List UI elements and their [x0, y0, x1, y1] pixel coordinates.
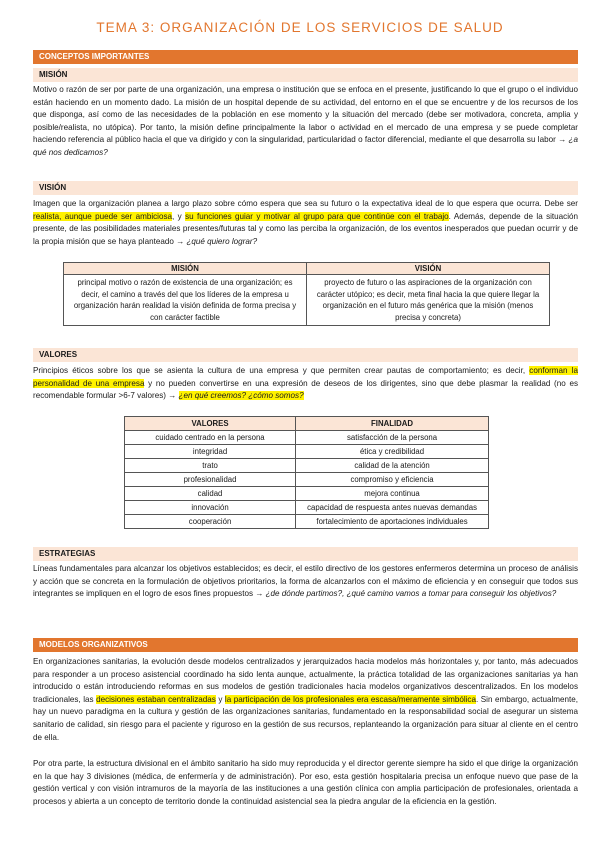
vision-question: ¿qué quiero lograr?	[186, 236, 258, 246]
modelos-paragraph-1	[33, 656, 578, 744]
section-header-conceptos: CONCEPTOS IMPORTANTES	[33, 50, 578, 64]
valor-cell: profesionalidad	[125, 473, 296, 487]
modelos-highlight-b: la participación de los profesionales era escasa/meramente simbólica	[224, 694, 476, 704]
table-cell-mision: principal motivo o razón de existencia de una organización; es decir, el camino a través del que los líderes de la empresa u organización harán realidad la visión definida de forma precisa y con carácter factible	[64, 275, 307, 326]
table-cell-vision: proyecto de futuro o las aspiraciones de la organización con carácter utópico; es decir, meta final hacia la que quiere llegar la organización en el futuro más genérica que la misión (menos precisa y concreta)	[307, 275, 550, 326]
valor-cell: cooperación	[125, 515, 296, 529]
finalidad-cell: satisfacción de la persona	[296, 431, 489, 445]
table-row	[125, 487, 489, 501]
valores-table	[124, 416, 489, 529]
modelos-highlight-a: decisiones estaban centralizadas	[96, 694, 216, 704]
mision-paragraph	[33, 84, 578, 160]
vision-paragraph	[33, 198, 578, 248]
subsection-header-vision: VISIÓN	[33, 181, 578, 195]
table-row	[125, 445, 489, 459]
finalidad-cell: calidad de la atención	[296, 459, 489, 473]
finalidad-cell: ética y credibilidad	[296, 445, 489, 459]
valores-table-header-finalidad: FINALIDAD	[296, 417, 489, 431]
subsection-header-valores: VALORES	[33, 348, 578, 362]
valores-paragraph	[33, 365, 578, 403]
estrategias-text: Líneas fundamentales para alcanzar los objetivos establecidos; es decir, el estilo directivo de los gestores enfermeros determina un proceso de análisis y acción que se concreta en la formulación de objetivos prioritarios, la forma de alcanzarlos con el máximo de eficiencia y en conseguir que todos sus integrantes se impliquen en el logro de esos fines propuestos →	[33, 564, 578, 599]
valor-cell: calidad	[125, 487, 296, 501]
table-header-vision: VISIÓN	[307, 263, 550, 275]
vision-highlight-a: realista, aunque puede ser ambiciosa	[33, 211, 173, 221]
valores-highlight: conforman la personalidad de una empresa	[33, 366, 578, 388]
valores-question: ¿en qué creemos? ¿cómo somos?	[178, 391, 304, 401]
valor-cell: cuidado centrado en la persona	[125, 431, 296, 445]
subsection-header-mision: MISIÓN	[33, 68, 578, 82]
table-row	[125, 431, 489, 445]
valores-table-header-valores: VALORES	[125, 417, 296, 431]
table-row	[125, 473, 489, 487]
section-header-modelos: MODELOS ORGANIZATIVOS	[33, 638, 578, 652]
vision-text-a: Imagen que la organización planea a largo plazo sobre cómo espera que sea su futuro o la expectativa ideal de lo que espera que ocurra. Debe ser	[33, 199, 578, 208]
vision-highlight-b: su funciones guiar y motivar al grupo para que continúe con el trabajo	[185, 211, 449, 221]
estrategias-paragraph	[33, 563, 578, 601]
finalidad-cell: compromiso y eficiencia	[296, 473, 489, 487]
estrategias-question: ¿de dónde partimos?, ¿qué camino vamos a tomar para conseguir los objetivos?	[265, 589, 557, 599]
modelos-paragraph-2: Por otra parte, la estructura divisional en el ámbito sanitario ha sido muy reproducida y el director gerente siempre ha sido el que dirige la organización en la que hay 3 divisiones (médica, de enfermería y de administración). Por eso, esta gestión hospitalaria precisa un enfoque nuevo que pase de la gestión vertical y con visión intramuros de la mayoría de las instituciones a una gestión clínica con amplia participación de profesionales, orientada a procesos y abierta a un concepto de territorio donde la continuidad asistencial sea la piedra angular de la eficiencia en la gestión.	[33, 759, 578, 806]
vision-text-c: . Además, depende de la situación presente, de las posibilidades materiales presentes/futuras tal y como las perciba la organización, de los eventos inesperados que puedan ocurrir y de la propia misión que se haya planteado →	[33, 211, 579, 246]
page-title: TEMA 3: ORGANIZACIÓN DE LOS SERVICIOS DE SALUD	[96, 20, 504, 35]
valores-text-b: y no pueden convertirse en una expresión de deseos de los dirigentes, sino que debe plasmar la realidad (no es recomendable formular >6-7 valores) →	[33, 378, 578, 401]
vision-text-b: , y	[172, 211, 186, 221]
finalidad-cell: fortalecimiento de aportaciones individuales	[296, 515, 489, 529]
modelos-text-a: En organizaciones sanitarias, la evolución desde modelos centralizados y jerarquizados hacia modelos más horizontales y, por tanto, más adecuados para responder a un proceso asistencial coordinado ha sido lenta aunque, actualmente, la práctica totalidad de las organizaciones sanitarias ya han introducido o están introduciendo reformas en sus modelos de gestión tradicionales hacia modelos organizativos descentralizados. En los modelos tradicionales, las	[33, 657, 578, 704]
mision-text: Motivo o razón de ser por parte de una organización, una empresa o institución que se enfoca en el presente, justificando lo que el grupo o el individuo están haciendo en un momento dado. La misión de un hospital depende de su actividad, del entorno en el que se encuentre y de los recursos de los que disponga, así como de las necesidades de la población en ese momento y la situación del mercado (debe ser motivadora, concreta, amplia y posible/realista, no utópica). Por tanto, la misión define principalmente la labor o actividad en el mercado de una empresa y se puede completar haciendo referencia al público hacia el que va dirigido y con la singularidad, particularidad o factor diferencial, mediante el que desarrolla su labor →	[33, 85, 578, 145]
finalidad-cell: capacidad de respuesta antes nuevas demandas	[296, 501, 489, 515]
mision-vision-table	[63, 262, 550, 326]
modelos-text-c: . Sin embargo, actualmente, hay un nuevo paradigma en la cultura y gestión de las organizaciones sanitarias, fundamentado en la responsabilidad social de asegurar un sistema sanitario de calidad, sin riesgo para el paciente y riguroso en la gestión de sus recursos, replanteando la organización para situar al cliente en el centro de ella.	[33, 694, 578, 742]
modelos-text-b: y	[215, 694, 225, 704]
table-row	[125, 501, 489, 515]
valor-cell: integridad	[125, 445, 296, 459]
subsection-header-estrategias: ESTRATEGIAS	[33, 547, 578, 561]
valor-cell: innovación	[125, 501, 296, 515]
table-header-mision: MISIÓN	[64, 263, 307, 275]
valor-cell: trato	[125, 459, 296, 473]
finalidad-cell: mejora continua	[296, 487, 489, 501]
table-row	[125, 515, 489, 529]
valores-text-a: Principios éticos sobre los que se asienta la cultura de una empresa y que permiten crear pautas de comportamiento; es decir,	[33, 366, 530, 375]
mision-question: ¿a qué nos dedicamos?	[33, 135, 578, 157]
table-row	[125, 459, 489, 473]
